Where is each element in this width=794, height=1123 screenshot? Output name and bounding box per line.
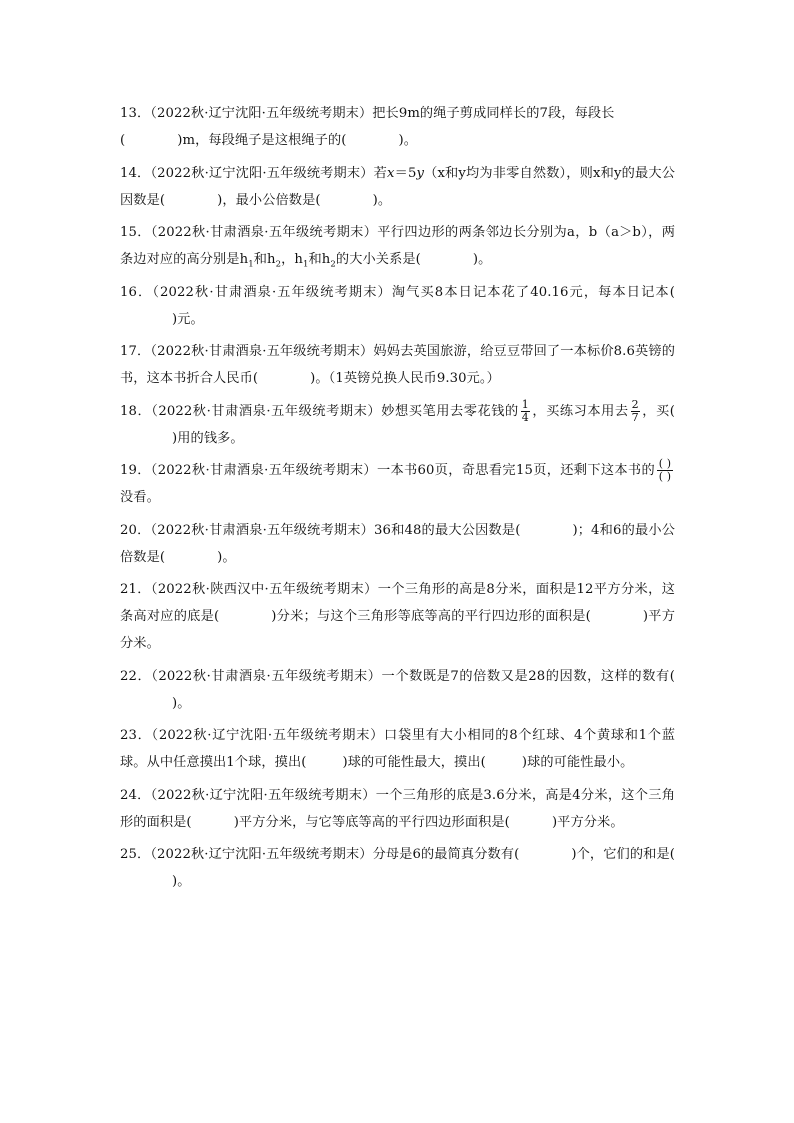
question-text: （x和y均为非零自然数），则x和y的最大公因数是( [120, 165, 675, 208]
question-text: )平方分米。 [551, 814, 624, 830]
question-text: )。 [172, 695, 191, 711]
fraction-denominator: 7 [631, 410, 639, 424]
question-text: )，最小公倍数是( [217, 192, 321, 208]
subscript: 2 [275, 259, 282, 270]
question-text: ，买( [641, 403, 675, 419]
equation-y: y [416, 165, 425, 181]
subscript: 1 [248, 259, 254, 270]
question-source: （2022秋·甘肃酒泉·五年级统考期末） [151, 668, 382, 684]
question-text: )。 [398, 133, 418, 148]
subscript: 1 [303, 259, 309, 270]
question-text: )球的可能性最小。 [521, 755, 634, 770]
question-number: 14． [120, 165, 151, 181]
question-19 [120, 457, 675, 511]
question-18 [120, 398, 675, 452]
question-text: 妙想买笔用去零花钱的 [381, 403, 519, 419]
question-20 [120, 517, 675, 571]
question-number: 16． [120, 284, 153, 300]
question-number: 20． [120, 522, 151, 538]
question-text: 的大小关系是( [335, 252, 421, 267]
question-source: （2022秋·辽宁沈阳·五年级统考期末） [150, 787, 376, 803]
question-16 [120, 279, 675, 333]
question-number: 19． [120, 463, 151, 478]
question-text: )用的钱多。 [172, 430, 244, 446]
question-number: 25． [120, 847, 151, 862]
question-text: 和h [253, 252, 276, 267]
question-number: 21． [120, 582, 151, 597]
equation-x: x [386, 165, 395, 181]
question-source: （2022秋·陕西汉中·五年级统考期末） [150, 582, 378, 597]
question-number: 24． [120, 787, 151, 803]
question-text: 一个三角形的底是3.6分米，高是4分米，这个三角形的面积是( [120, 787, 675, 830]
question-source: （2022秋·辽宁沈阳·五年级统考期末） [151, 728, 385, 743]
question-text: 分母是6的最简真分数有( [372, 847, 520, 862]
question-text: )。 [372, 192, 392, 208]
fraction-blank [657, 458, 673, 483]
question-number: 15． [120, 225, 151, 240]
question-text: )球的可能性最大，摸出( [342, 755, 486, 770]
question-text: 一个三角形的高是8分米，面积是12平方分米，这条高对应的底是( [120, 582, 675, 624]
question-text: 淘气买8本日记本花了40.16元，每本日记本( [391, 284, 675, 300]
question-source: （2022秋·甘肃酒泉·五年级统考期末） [152, 284, 392, 300]
question-text: 36和48的最大公因数是( [374, 522, 521, 538]
question-source: （2022秋·甘肃酒泉·五年级统考期末） [150, 463, 377, 478]
fraction-two-sevenths [631, 399, 640, 424]
question-text: 若 [373, 165, 387, 181]
question-source: （2022秋·辽宁沈阳·五年级统考期末） [150, 165, 374, 181]
fraction-numerator-blank: ( ) [658, 457, 672, 470]
question-text: )。 [172, 874, 191, 889]
question-15 [120, 219, 675, 273]
question-text: 一个数既是7的倍数又是28的因数，这样的数有( [381, 668, 675, 684]
question-number: 22． [120, 668, 152, 684]
question-24 [120, 782, 675, 836]
question-25 [120, 841, 675, 895]
question-text: )；4和6的最小公倍数是( [120, 522, 675, 565]
question-text: )。 [217, 549, 236, 565]
question-text: )分米；与这个三角形等底等高的平行四边形的面积是( [271, 609, 591, 624]
question-number: 23． [120, 728, 152, 743]
question-text: )个，它们的和是( [571, 847, 675, 862]
fraction-denominator: 4 [521, 410, 529, 424]
question-13 [120, 100, 675, 154]
question-text: 平行四边形的两条邻边长分别为a，b（a＞b），两条边对应的高分别是h [120, 225, 676, 267]
question-text: )元。 [172, 311, 204, 327]
question-text: )平方分米。 [120, 609, 675, 651]
question-text: 和h [308, 252, 331, 267]
question-number: 17． [120, 344, 151, 359]
question-text: )。（1英镑兑换人民币9.30元。） [310, 371, 500, 386]
question-text: 一本书60页，奇思看完15页，还剩下这本书的 [376, 463, 655, 478]
subscript: 2 [330, 259, 336, 270]
question-text: 口袋里有大小相同的8个红球、4个黄球和1个蓝球。从中任意摸出1个球，摸出( [120, 728, 675, 770]
question-23 [120, 722, 675, 776]
question-text: )m，每段绳子是这根绳子的( [177, 133, 347, 148]
question-text: 妈妈去英国旅游，给豆豆带回了一本标价8.6英镑的书，这本书折合人民币( [120, 344, 675, 386]
question-number: 18． [120, 403, 152, 419]
question-22 [120, 663, 675, 717]
question-text: )平方分米，与它等底等高的平行四边形面积是( [233, 814, 510, 830]
fraction-numerator: 2 [631, 397, 639, 411]
question-text: ，买练习本用去 [531, 403, 629, 419]
question-source: （2022秋·甘肃酒泉·五年级统考期末） [150, 344, 374, 359]
question-source: （2022秋·甘肃酒泉·五年级统考期末） [150, 225, 378, 240]
question-text: ( [120, 133, 126, 148]
fraction-denominator-blank: ( ) [658, 470, 672, 483]
question-17 [120, 338, 675, 392]
question-14 [120, 160, 675, 214]
question-source: （2022秋·甘肃酒泉·五年级统考期末） [150, 522, 375, 538]
question-source: （2022秋·甘肃酒泉·五年级统考期末） [151, 403, 382, 419]
question-list [120, 100, 675, 901]
question-text: 把长9m的绳子剪成同样长的7段，每段长 [372, 106, 615, 121]
question-source: （2022秋·辽宁沈阳·五年级统考期末） [150, 847, 373, 862]
question-text: ，h [281, 252, 303, 267]
question-text: )。 [472, 252, 492, 267]
question-text: 没看。 [120, 490, 160, 505]
fraction-numerator: 1 [521, 397, 529, 411]
question-source: （2022秋·辽宁沈阳·五年级统考期末） [150, 106, 373, 121]
question-number: 13． [120, 106, 151, 121]
equation-mid: ＝5 [394, 165, 417, 181]
fraction-one-quarter [521, 399, 530, 424]
question-21 [120, 576, 675, 657]
